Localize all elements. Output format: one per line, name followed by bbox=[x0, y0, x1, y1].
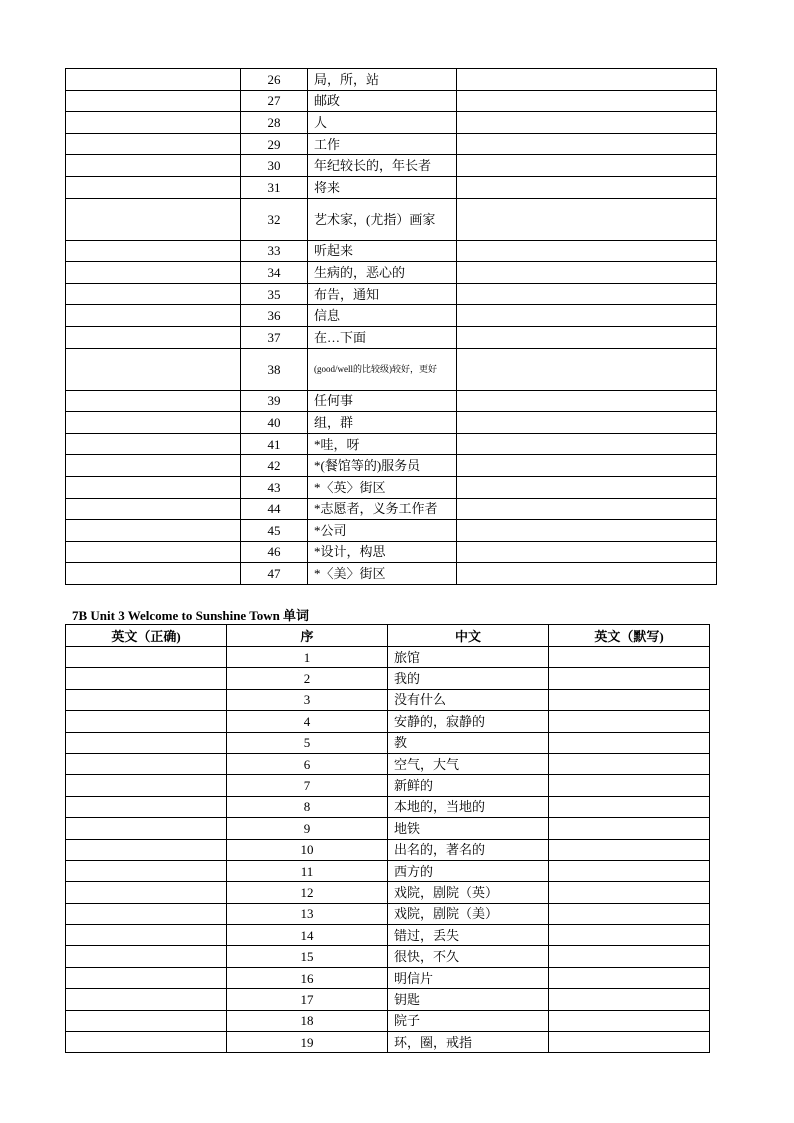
vocab-row bbox=[66, 390, 717, 412]
english-dictation-cell[interactable] bbox=[457, 433, 717, 455]
vocab-row bbox=[66, 520, 717, 542]
row-number: 26 bbox=[241, 69, 308, 91]
chinese-meaning: 任何事 bbox=[308, 390, 457, 412]
chinese-meaning: 将来 bbox=[308, 176, 457, 198]
row-number: 16 bbox=[227, 967, 388, 988]
english-dictation-cell[interactable] bbox=[457, 133, 717, 155]
english-answer-cell[interactable] bbox=[66, 689, 227, 710]
english-dictation-cell[interactable] bbox=[457, 390, 717, 412]
chinese-meaning: 院子 bbox=[388, 1010, 549, 1031]
chinese-meaning: 局，所，站 bbox=[308, 69, 457, 91]
english-answer-cell[interactable] bbox=[66, 1010, 227, 1031]
row-number: 38 bbox=[241, 348, 308, 390]
chinese-meaning: (good/well的比较级)较好，更好 bbox=[308, 348, 457, 390]
chinese-meaning: 年纪较长的，年长者 bbox=[308, 155, 457, 177]
vocab-row bbox=[66, 563, 717, 585]
english-answer-cell[interactable] bbox=[66, 305, 241, 327]
row-number: 40 bbox=[241, 412, 308, 434]
vocab-row bbox=[66, 860, 710, 881]
vocab-row bbox=[66, 689, 710, 710]
chinese-meaning: 听起来 bbox=[308, 240, 457, 262]
row-number: 47 bbox=[241, 563, 308, 585]
row-number: 13 bbox=[227, 903, 388, 924]
row-number: 41 bbox=[241, 433, 308, 455]
english-dictation-cell[interactable] bbox=[549, 711, 710, 732]
chinese-meaning: 错过，丢失 bbox=[388, 925, 549, 946]
row-number: 46 bbox=[241, 541, 308, 563]
english-answer-cell[interactable] bbox=[66, 326, 241, 348]
vocab-table-continued-body bbox=[66, 69, 717, 585]
english-dictation-cell[interactable] bbox=[457, 498, 717, 520]
english-answer-cell[interactable] bbox=[66, 1032, 227, 1053]
english-answer-cell[interactable] bbox=[66, 563, 241, 585]
row-number: 1 bbox=[227, 647, 388, 668]
english-answer-cell[interactable] bbox=[66, 240, 241, 262]
english-answer-cell[interactable] bbox=[66, 925, 227, 946]
row-number: 35 bbox=[241, 283, 308, 305]
english-answer-cell[interactable] bbox=[66, 262, 241, 284]
english-answer-cell[interactable] bbox=[66, 946, 227, 967]
vocab-row bbox=[66, 668, 710, 689]
vocab-row bbox=[66, 476, 717, 498]
chinese-meaning: 明信片 bbox=[388, 967, 549, 988]
vocab-table-unit3-body bbox=[66, 647, 710, 1053]
row-number: 32 bbox=[241, 198, 308, 240]
english-dictation-cell[interactable] bbox=[549, 753, 710, 774]
vocab-row bbox=[66, 753, 710, 774]
row-number: 5 bbox=[227, 732, 388, 753]
vocab-row bbox=[66, 262, 717, 284]
english-dictation-cell[interactable] bbox=[549, 818, 710, 839]
row-number: 36 bbox=[241, 305, 308, 327]
row-number: 9 bbox=[227, 818, 388, 839]
chinese-meaning: 旅馆 bbox=[388, 647, 549, 668]
chinese-meaning: 环，圈，戒指 bbox=[388, 1032, 549, 1053]
english-answer-cell[interactable] bbox=[66, 283, 241, 305]
english-dictation-cell[interactable] bbox=[457, 112, 717, 134]
chinese-meaning: 组，群 bbox=[308, 412, 457, 434]
chinese-meaning: 钥匙 bbox=[388, 989, 549, 1010]
chinese-meaning: 安静的，寂静的 bbox=[388, 711, 549, 732]
row-number: 30 bbox=[241, 155, 308, 177]
english-answer-cell[interactable] bbox=[66, 476, 241, 498]
vocab-row bbox=[66, 433, 717, 455]
english-dictation-cell[interactable] bbox=[549, 925, 710, 946]
english-dictation-cell[interactable] bbox=[549, 775, 710, 796]
chinese-meaning: 生病的，恶心的 bbox=[308, 262, 457, 284]
chinese-meaning: 戏院，剧院（美） bbox=[388, 903, 549, 924]
english-answer-cell[interactable] bbox=[66, 967, 227, 988]
english-dictation-cell[interactable] bbox=[457, 283, 717, 305]
vocab-table-continued bbox=[65, 68, 717, 585]
vocab-row bbox=[66, 647, 710, 668]
row-number: 2 bbox=[227, 668, 388, 689]
vocab-row bbox=[66, 176, 717, 198]
header-english-correct: 英文（正确) bbox=[66, 625, 227, 647]
unit-title: 7B Unit 3 Welcome to Sunshine Town 单词 bbox=[72, 608, 310, 623]
vocab-row bbox=[66, 326, 717, 348]
english-answer-cell[interactable] bbox=[66, 711, 227, 732]
english-answer-cell[interactable] bbox=[66, 198, 241, 240]
chinese-meaning: *(餐馆等的)服务员 bbox=[308, 455, 457, 477]
english-dictation-cell[interactable] bbox=[457, 348, 717, 390]
english-answer-cell[interactable] bbox=[66, 668, 227, 689]
chinese-meaning: 布告，通知 bbox=[308, 283, 457, 305]
row-number: 17 bbox=[227, 989, 388, 1010]
english-dictation-cell[interactable] bbox=[549, 1010, 710, 1031]
english-dictation-cell[interactable] bbox=[457, 563, 717, 585]
vocab-row bbox=[66, 796, 710, 817]
row-number: 12 bbox=[227, 882, 388, 903]
row-number: 11 bbox=[227, 860, 388, 881]
english-dictation-cell[interactable] bbox=[457, 90, 717, 112]
chinese-meaning: 西方的 bbox=[388, 860, 549, 881]
row-number: 27 bbox=[241, 90, 308, 112]
chinese-meaning: 人 bbox=[308, 112, 457, 134]
english-dictation-cell[interactable] bbox=[549, 882, 710, 903]
english-dictation-cell[interactable] bbox=[457, 198, 717, 240]
chinese-meaning: 空气，大气 bbox=[388, 753, 549, 774]
english-answer-cell[interactable] bbox=[66, 433, 241, 455]
vocab-row bbox=[66, 412, 717, 434]
vocab-row bbox=[66, 967, 710, 988]
english-dictation-cell[interactable] bbox=[549, 946, 710, 967]
header-english-dictation: 英文（默写) bbox=[549, 625, 710, 647]
english-answer-cell[interactable] bbox=[66, 412, 241, 434]
vocab-row bbox=[66, 1032, 710, 1053]
english-dictation-cell[interactable] bbox=[457, 240, 717, 262]
row-number: 18 bbox=[227, 1010, 388, 1031]
chinese-meaning: 艺术家，(尤指）画家 bbox=[308, 198, 457, 240]
english-answer-cell[interactable] bbox=[66, 903, 227, 924]
row-number: 19 bbox=[227, 1032, 388, 1053]
row-number: 7 bbox=[227, 775, 388, 796]
english-dictation-cell[interactable] bbox=[549, 903, 710, 924]
row-number: 42 bbox=[241, 455, 308, 477]
chinese-meaning: 工作 bbox=[308, 133, 457, 155]
english-answer-cell[interactable] bbox=[66, 133, 241, 155]
english-answer-cell[interactable] bbox=[66, 732, 227, 753]
vocab-row bbox=[66, 198, 717, 240]
chinese-meaning: *设计，构思 bbox=[308, 541, 457, 563]
vocab-row bbox=[66, 839, 710, 860]
chinese-meaning: *公司 bbox=[308, 520, 457, 542]
row-number: 3 bbox=[227, 689, 388, 710]
chinese-meaning: 在…下面 bbox=[308, 326, 457, 348]
chinese-meaning: 出名的，著名的 bbox=[388, 839, 549, 860]
vocab-row bbox=[66, 989, 710, 1010]
english-answer-cell[interactable] bbox=[66, 348, 241, 390]
vocab-row bbox=[66, 711, 710, 732]
vocab-row bbox=[66, 818, 710, 839]
vocab-row bbox=[66, 90, 717, 112]
header-row bbox=[66, 625, 710, 647]
english-answer-cell[interactable] bbox=[66, 860, 227, 881]
english-dictation-cell[interactable] bbox=[549, 989, 710, 1010]
chinese-meaning: 邮政 bbox=[308, 90, 457, 112]
english-answer-cell[interactable] bbox=[66, 818, 227, 839]
row-number: 4 bbox=[227, 711, 388, 732]
chinese-meaning: 新鲜的 bbox=[388, 775, 549, 796]
vocab-row bbox=[66, 925, 710, 946]
chinese-meaning: 很快，不久 bbox=[388, 946, 549, 967]
chinese-meaning: 信息 bbox=[308, 305, 457, 327]
english-dictation-cell[interactable] bbox=[549, 647, 710, 668]
header-number: 序 bbox=[227, 625, 388, 647]
row-number: 8 bbox=[227, 796, 388, 817]
vocab-row bbox=[66, 69, 717, 91]
english-dictation-cell[interactable] bbox=[457, 476, 717, 498]
english-answer-cell[interactable] bbox=[66, 753, 227, 774]
vocab-row bbox=[66, 903, 710, 924]
english-answer-cell[interactable] bbox=[66, 390, 241, 412]
english-dictation-cell[interactable] bbox=[549, 1032, 710, 1053]
english-answer-cell[interactable] bbox=[66, 989, 227, 1010]
vocab-row bbox=[66, 240, 717, 262]
row-number: 37 bbox=[241, 326, 308, 348]
row-number: 45 bbox=[241, 520, 308, 542]
english-dictation-cell[interactable] bbox=[457, 541, 717, 563]
row-number: 44 bbox=[241, 498, 308, 520]
row-number: 6 bbox=[227, 753, 388, 774]
chinese-meaning: 我的 bbox=[388, 668, 549, 689]
english-answer-cell[interactable] bbox=[66, 69, 241, 91]
english-dictation-cell[interactable] bbox=[457, 455, 717, 477]
vocab-row bbox=[66, 732, 710, 753]
english-dictation-cell[interactable] bbox=[457, 176, 717, 198]
english-answer-cell[interactable] bbox=[66, 520, 241, 542]
vocab-row bbox=[66, 112, 717, 134]
chinese-meaning: *〈英〉街区 bbox=[308, 476, 457, 498]
english-dictation-cell[interactable] bbox=[457, 326, 717, 348]
chinese-meaning: *〈美〉街区 bbox=[308, 563, 457, 585]
chinese-meaning: 没有什么 bbox=[388, 689, 549, 710]
english-dictation-cell[interactable] bbox=[549, 967, 710, 988]
english-answer-cell[interactable] bbox=[66, 796, 227, 817]
row-number: 34 bbox=[241, 262, 308, 284]
chinese-meaning: *哇，呀 bbox=[308, 433, 457, 455]
header-chinese: 中文 bbox=[388, 625, 549, 647]
row-number: 43 bbox=[241, 476, 308, 498]
vocab-row bbox=[66, 775, 710, 796]
english-answer-cell[interactable] bbox=[66, 155, 241, 177]
english-dictation-cell[interactable] bbox=[549, 839, 710, 860]
vocab-row bbox=[66, 283, 717, 305]
english-answer-cell[interactable] bbox=[66, 839, 227, 860]
vocab-row bbox=[66, 455, 717, 477]
vocab-row bbox=[66, 348, 717, 390]
vocab-row bbox=[66, 498, 717, 520]
english-answer-cell[interactable] bbox=[66, 541, 241, 563]
row-number: 15 bbox=[227, 946, 388, 967]
english-dictation-cell[interactable] bbox=[549, 689, 710, 710]
english-answer-cell[interactable] bbox=[66, 112, 241, 134]
vocab-row bbox=[66, 882, 710, 903]
row-number: 28 bbox=[241, 112, 308, 134]
english-dictation-cell[interactable] bbox=[457, 520, 717, 542]
english-dictation-cell[interactable] bbox=[549, 860, 710, 881]
vocab-row bbox=[66, 946, 710, 967]
row-number: 10 bbox=[227, 839, 388, 860]
english-answer-cell[interactable] bbox=[66, 90, 241, 112]
english-dictation-cell[interactable] bbox=[457, 305, 717, 327]
english-dictation-cell[interactable] bbox=[457, 412, 717, 434]
english-dictation-cell[interactable] bbox=[457, 69, 717, 91]
chinese-meaning: 教 bbox=[388, 732, 549, 753]
chinese-meaning: 地铁 bbox=[388, 818, 549, 839]
vocab-row bbox=[66, 155, 717, 177]
english-dictation-cell[interactable] bbox=[549, 668, 710, 689]
chinese-meaning: *志愿者，义务工作者 bbox=[308, 498, 457, 520]
vocab-row bbox=[66, 133, 717, 155]
row-number: 31 bbox=[241, 176, 308, 198]
english-answer-cell[interactable] bbox=[66, 647, 227, 668]
english-dictation-cell[interactable] bbox=[457, 155, 717, 177]
english-answer-cell[interactable] bbox=[66, 775, 227, 796]
row-number: 14 bbox=[227, 925, 388, 946]
vocab-table-unit3 bbox=[65, 624, 710, 1053]
vocab-row bbox=[66, 1010, 710, 1031]
english-answer-cell[interactable] bbox=[66, 455, 241, 477]
english-answer-cell[interactable] bbox=[66, 176, 241, 198]
english-dictation-cell[interactable] bbox=[549, 796, 710, 817]
english-answer-cell[interactable] bbox=[66, 882, 227, 903]
vocab-row bbox=[66, 541, 717, 563]
chinese-meaning: 本地的，当地的 bbox=[388, 796, 549, 817]
row-number: 29 bbox=[241, 133, 308, 155]
vocab-row bbox=[66, 305, 717, 327]
row-number: 39 bbox=[241, 390, 308, 412]
english-dictation-cell[interactable] bbox=[457, 262, 717, 284]
chinese-meaning: 戏院，剧院（英） bbox=[388, 882, 549, 903]
english-answer-cell[interactable] bbox=[66, 498, 241, 520]
row-number: 33 bbox=[241, 240, 308, 262]
english-dictation-cell[interactable] bbox=[549, 732, 710, 753]
